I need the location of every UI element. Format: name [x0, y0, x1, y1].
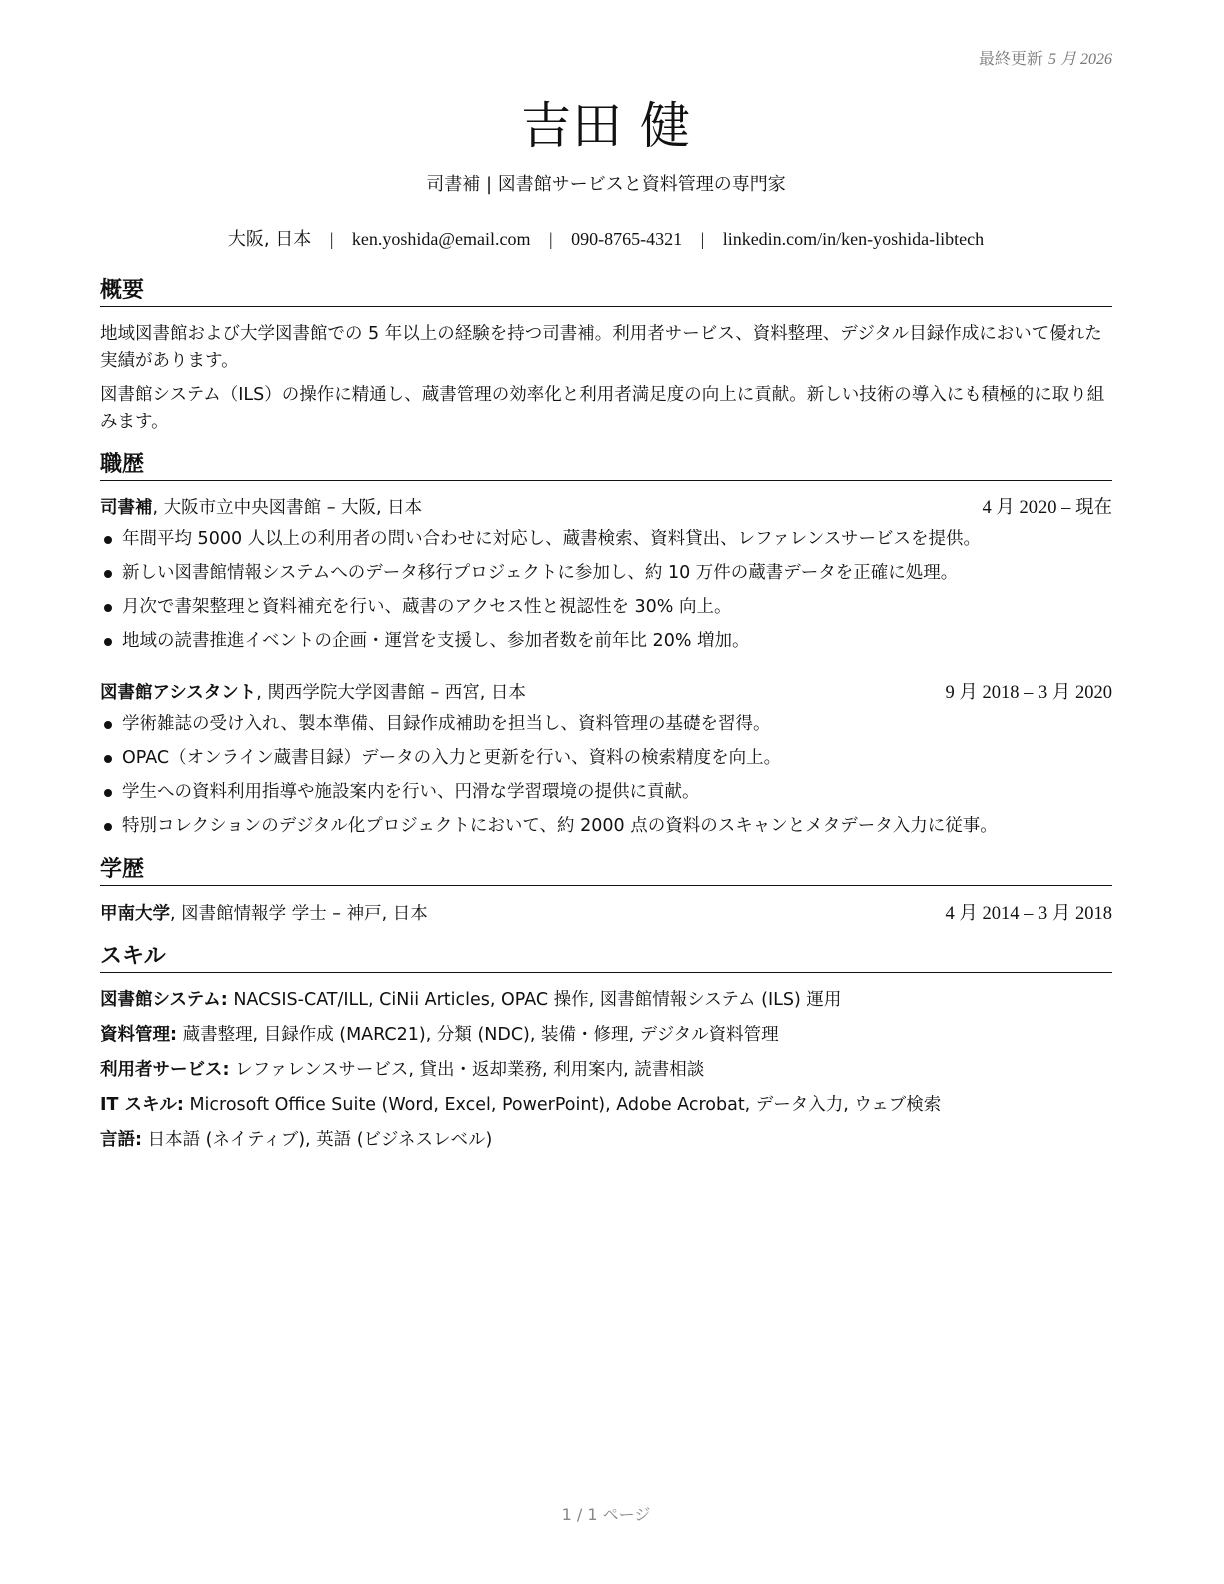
contact-separator: |	[548, 229, 553, 249]
skill-value: レファレンスサービス, 貸出・返却業務, 利用案内, 読書相談	[229, 1060, 705, 1080]
job-role: 図書館アシスタント	[100, 683, 257, 703]
list-item: 地域の読書推進イベントの企画・運営を支援し、参加者数を前年比 20% 増加。	[100, 624, 1112, 658]
education-entry	[100, 902, 1112, 926]
job-org: , 関西学院大学図書館 – 西宮, 日本	[256, 683, 526, 703]
section-title-experience: 職歴	[100, 452, 1112, 481]
job-date: 4 月 2020 – 現在	[982, 498, 1112, 518]
job-header	[100, 496, 1112, 520]
skill-row	[100, 1018, 1112, 1053]
skill-label: 図書館システム:	[100, 990, 228, 1010]
contact-phone[interactable]: 090-8765-4321	[571, 229, 683, 249]
contact-linkedin[interactable]: linkedin.com/in/ken-yoshida-libtech	[722, 229, 985, 249]
last-updated-prefix: 最終更新	[978, 49, 1043, 68]
list-item: 新しい図書館情報システムへのデータ移行プロジェクトに参加し、約 10 万件の蔵書データを正確に処理。	[100, 556, 1112, 590]
last-updated-date: 5 月 2026	[1047, 51, 1112, 68]
skill-label: IT スキル:	[100, 1095, 184, 1115]
skill-value: NACSIS-CAT/ILL, CiNii Articles, OPAC 操作, 図書館情報システム (ILS) 運用	[227, 990, 842, 1010]
skill-row	[100, 1088, 1112, 1123]
education-date: 4 月 2014 – 3 月 2018	[945, 904, 1112, 924]
education-school: 甲南大学	[100, 904, 170, 924]
contact-location: 大阪, 日本	[227, 229, 312, 250]
last-updated	[979, 46, 1112, 69]
contact-line	[100, 225, 1112, 251]
list-item: 年間平均 5000 人以上の利用者の問い合わせに対応し、蔵書検索、資料貸出、レファレンスサービスを提供。	[100, 522, 1112, 556]
skill-row	[100, 1053, 1112, 1088]
list-item: OPAC（オンライン蔵書目録）データの入力と更新を行い、資料の検索精度を向上。	[100, 741, 1112, 775]
job-header	[100, 681, 1112, 705]
skill-value: Microsoft Office Suite (Word, Excel, PowerPoint), Adobe Acrobat, データ入力, ウェブ検索	[183, 1095, 942, 1115]
education-detail: , 図書館情報学 学士 – 神戸, 日本	[170, 904, 428, 924]
skill-label: 資料管理:	[100, 1025, 177, 1045]
summary-paragraph-2: 図書館システム（ILS）の操作に精通し、蔵書管理の効率化と利用者満足度の向上に貢献。新しい技術の導入にも積極的に取り組みます。	[100, 385, 1105, 432]
contact-email[interactable]: ken.yoshida@email.com	[351, 229, 531, 249]
list-item: 学生への資料利用指導や施設案内を行い、円滑な学習環境の提供に貢献。	[100, 775, 1112, 809]
section-title-skills: スキル	[100, 944, 1112, 973]
section-title-summary: 概要	[100, 278, 1112, 307]
resume-page	[100, 0, 1112, 1584]
skill-row	[100, 983, 1112, 1018]
skill-label: 利用者サービス:	[100, 1060, 230, 1080]
skills-list	[100, 983, 1112, 1158]
page-number: 1 / 1 ページ	[561, 1505, 651, 1524]
list-item: 月次で書架整理と資料補充を行い、蔵書のアクセス性と視認性を 30% 向上。	[100, 590, 1112, 624]
summary-paragraph-1: 地域図書館および大学図書館での 5 年以上の経験を持つ司書補。利用者サービス、資料整理、デジタル目録作成において優れた実績があります。	[100, 324, 1102, 371]
job-org: , 大阪市立中央図書館 – 大阪, 日本	[152, 498, 423, 518]
list-item: 学術雑誌の受け入れ、製本準備、目録作成補助を担当し、資料管理の基礎を習得。	[100, 707, 1112, 741]
skill-value: 蔵書整理, 目録作成 (MARC21), 分類 (NDC), 装備・修理, デジタル資料管理	[177, 1025, 779, 1045]
job-bullets	[100, 707, 1112, 843]
job-date: 9 月 2018 – 3 月 2020	[945, 683, 1112, 703]
contact-separator: |	[329, 229, 334, 249]
list-item: 特別コレクションのデジタル化プロジェクトにおいて、約 2000 点の資料のスキャンとメタデータ入力に従事。	[100, 809, 1112, 843]
job-bullets	[100, 522, 1112, 658]
job-role: 司書補	[100, 498, 153, 518]
tagline: 司書補 | 図書館サービスと資料管理の専門家	[426, 174, 786, 195]
skill-row	[100, 1123, 1112, 1158]
contact-separator: |	[700, 229, 705, 249]
skill-label: 言語:	[100, 1130, 142, 1150]
person-name: 吉田 健	[521, 97, 691, 155]
section-title-education: 学歴	[100, 857, 1112, 886]
skill-value: 日本語 (ネイティブ), 英語 (ビジネスレベル)	[142, 1130, 493, 1150]
